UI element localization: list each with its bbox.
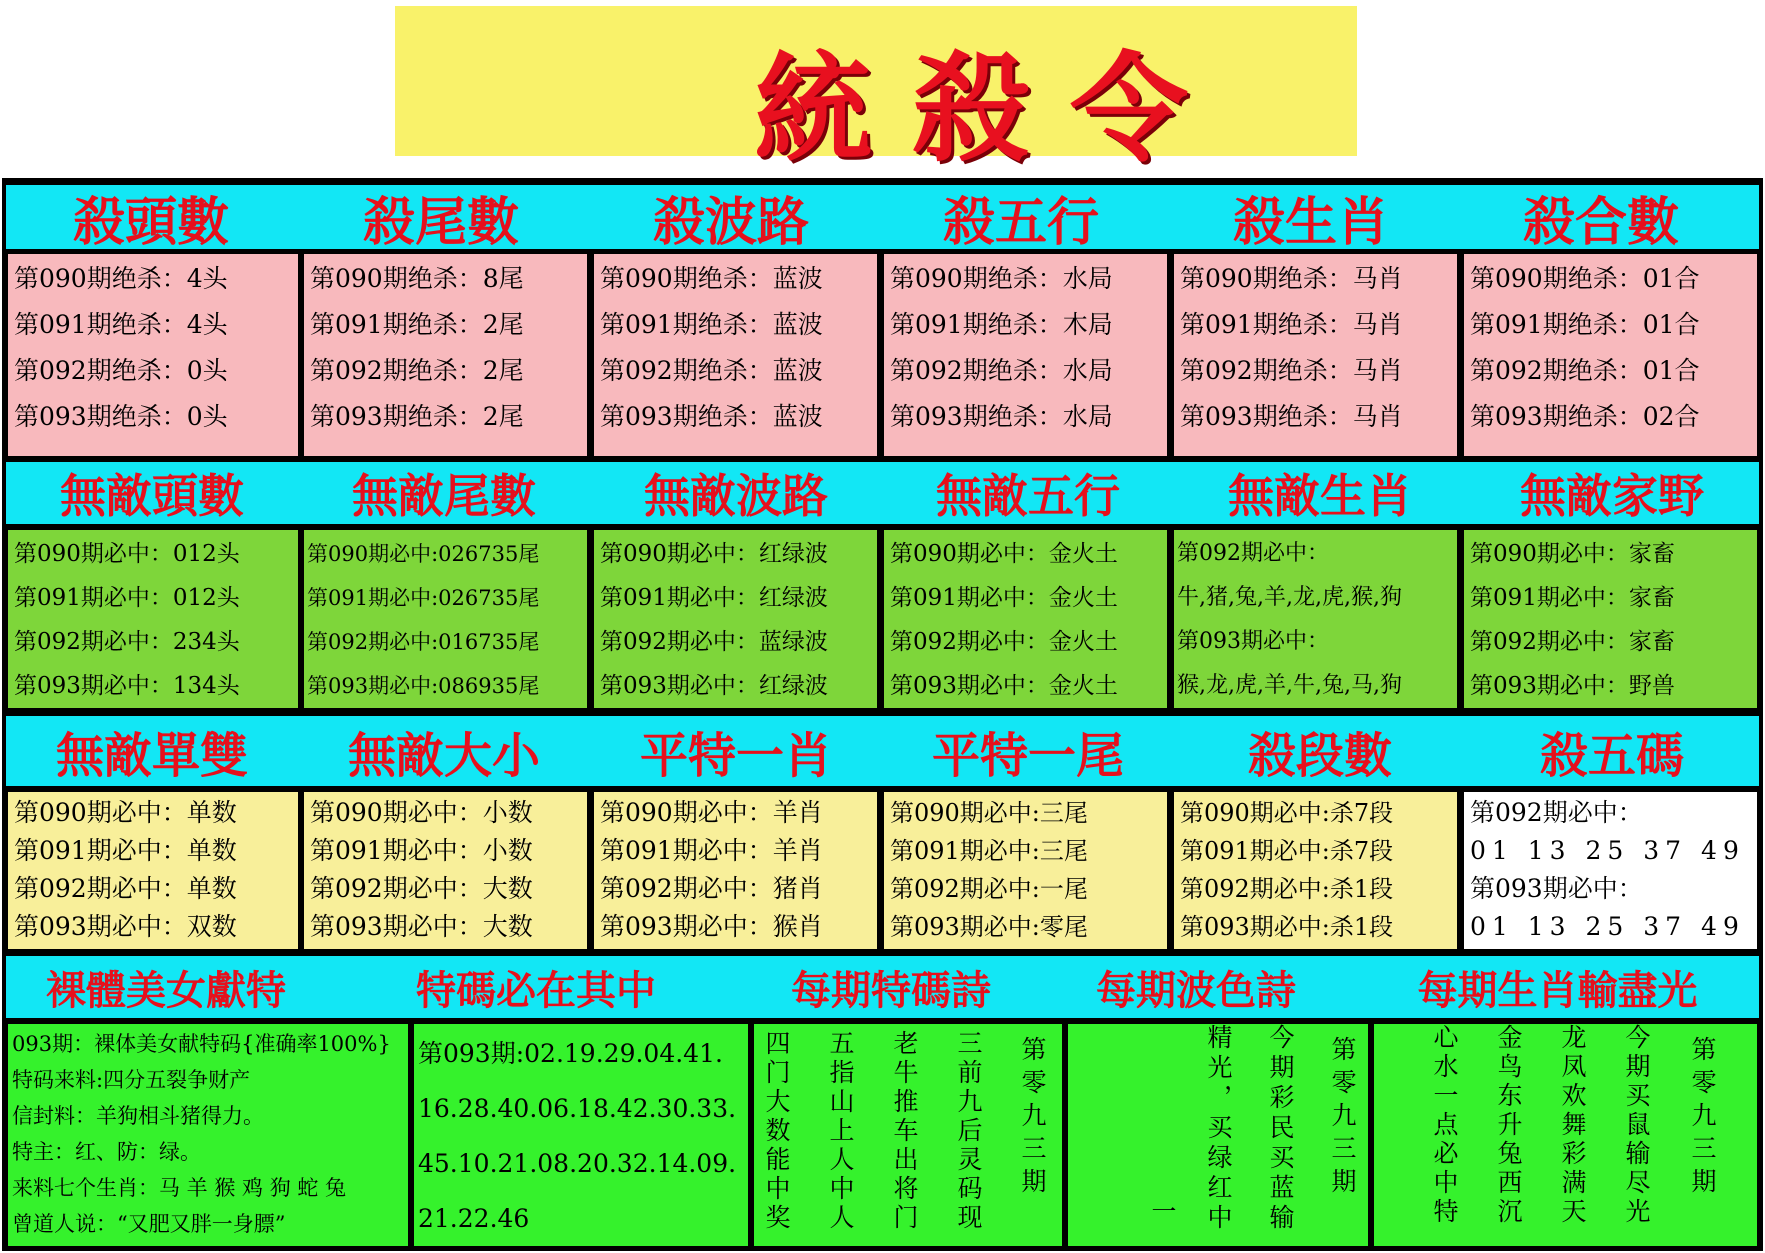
list-item: 第090期必中:三尾	[890, 799, 1088, 827]
win-element-cell	[884, 530, 1167, 708]
poem-line: 四门大数能中奖	[762, 1030, 791, 1233]
poem-line: 一	[1148, 1198, 1177, 1231]
list-item: 第090期绝杀：马肖	[1180, 264, 1403, 293]
list-item: 第093期必中:零尾	[890, 913, 1088, 941]
list-item: 第091期必中：小数	[310, 836, 533, 865]
list-item: 第092期绝杀：马肖	[1180, 356, 1403, 385]
list-item: 第092期绝杀：蓝波	[600, 356, 823, 385]
list-item: 第093期必中：金火土	[890, 673, 1118, 699]
kill-element-cell	[884, 254, 1167, 456]
list-item: 第093期必中：猴肖	[600, 912, 823, 941]
header-odd-even: 無敵單雙	[55, 727, 248, 784]
header-kill-wave: 殺波路	[652, 192, 809, 253]
list-item: 第090期必中:杀7段	[1180, 799, 1394, 827]
header-color-poem: 每期波色詩	[1096, 967, 1296, 1014]
header-beauty: 裸體美女獻特	[46, 967, 286, 1014]
list-item: 第092期必中：金火土	[890, 629, 1118, 655]
poem-line: 第零九三期	[1328, 1036, 1357, 1201]
poem-line: 三前九后灵码现	[954, 1030, 983, 1233]
list-item: 信封料：羊狗相斗猪得力。	[12, 1104, 264, 1128]
list-item: 093期：裸体美女献特码{准确率100%}	[12, 1032, 391, 1056]
poem-line: 心水一点必中特	[1430, 1024, 1459, 1227]
header-kill-five: 殺五碼	[1539, 727, 1684, 784]
page-title: 統殺令	[753, 40, 1228, 178]
list-item: 第091期必中：金火土	[890, 585, 1118, 611]
header-row-1	[6, 185, 1759, 253]
header-win-zodiac: 無敵生肖	[1228, 469, 1412, 523]
kill-zodiac-cell	[1174, 254, 1457, 456]
list-item: 第091期必中:杀7段	[1180, 837, 1394, 865]
list-item: 01 13 25 37 49	[1470, 912, 1745, 941]
header-kill-head: 殺頭數	[72, 192, 229, 253]
list-item: 第092期必中:杀1段	[1180, 875, 1394, 903]
list-item: 第090期必中：小数	[310, 798, 533, 827]
list-item: 第093期必中:086935尾	[307, 674, 540, 698]
list-item: 第093期绝杀：水局	[890, 402, 1113, 431]
list-item: 第091期必中：单数	[14, 836, 237, 865]
header-kill-zodiac: 殺生肖	[1232, 192, 1389, 253]
list-item: 第093期绝杀：2尾	[310, 402, 524, 431]
list-item: 第091期必中：012头	[14, 585, 240, 611]
list-item: 第092期必中：猪肖	[600, 874, 823, 903]
big-small-cell	[304, 792, 587, 949]
list-item: 第093期必中：134头	[14, 673, 240, 699]
header-row-3	[6, 716, 1759, 786]
header-win-wave: 無敵波路	[644, 469, 828, 523]
special-numbers-cell	[414, 1024, 748, 1246]
header-win-domestic: 無敵家野	[1520, 469, 1704, 523]
odd-even-cell	[8, 792, 298, 949]
header-win-tail: 無敵尾數	[352, 469, 536, 523]
list-item: 第092期必中:一尾	[890, 875, 1088, 903]
list-item: 第092期必中:016735尾	[307, 630, 540, 654]
list-item: 第091期必中:026735尾	[307, 586, 540, 610]
list-item: 第092期必中：	[1177, 541, 1329, 566]
win-tail-cell	[304, 530, 587, 708]
poem-line: 第零九三期	[1018, 1036, 1047, 1201]
list-item: 第092期必中：234头	[14, 629, 240, 655]
list-item: 猴,龙,虎,羊,牛,兔,马,狗	[1177, 673, 1402, 698]
list-item: 第090期绝杀：蓝波	[600, 264, 823, 293]
list-item: 21.22.46	[418, 1204, 530, 1233]
header-flat-tail: 平特一尾	[931, 727, 1124, 784]
list-item: 第090期绝杀：01合	[1470, 264, 1700, 293]
list-item: 第090期必中：羊肖	[600, 798, 823, 827]
list-item: 第090期绝杀：8尾	[310, 264, 524, 293]
list-item: 第090期必中：012头	[14, 541, 240, 567]
list-item: 第093期绝杀：02合	[1470, 402, 1700, 431]
header-number-poem: 每期特碼詩	[791, 967, 991, 1014]
list-item: 第093期必中:杀1段	[1180, 913, 1394, 941]
win-wave-cell	[594, 530, 877, 708]
header-kill-sum: 殺合數	[1522, 192, 1679, 253]
kill-head-cell	[8, 254, 298, 456]
list-item: 第090期绝杀：4头	[14, 264, 228, 293]
list-item: 第090期必中：家畜	[1470, 541, 1675, 567]
win-zodiac-cell	[1174, 530, 1457, 708]
list-item: 第091期绝杀：01合	[1470, 310, 1700, 339]
kill-segment-cell	[1174, 792, 1457, 949]
list-item: 第091期必中：家畜	[1470, 585, 1675, 611]
list-item: 特码来料:四分五裂争财产	[12, 1068, 251, 1092]
list-item: 第093期必中：	[1470, 874, 1643, 903]
list-item: 第093期必中：野兽	[1470, 673, 1675, 699]
list-item: 牛,猪,兔,羊,龙,虎,猴,狗	[1177, 585, 1402, 610]
list-item: 第092期绝杀：0头	[14, 356, 228, 385]
list-item: 第093期必中：	[1177, 629, 1329, 654]
list-item: 第091期必中:三尾	[890, 837, 1088, 865]
poem-line: 金鸟东升兔西沉	[1494, 1024, 1523, 1227]
list-item: 第091期绝杀：4头	[14, 310, 228, 339]
title-banner	[395, 6, 1357, 178]
list-item: 第091期绝杀：木局	[890, 310, 1113, 339]
header-big-small: 無敵大小	[347, 727, 540, 784]
list-item: 第092期必中：单数	[14, 874, 237, 903]
list-item: 第093期绝杀：0头	[14, 402, 228, 431]
list-item: 第093期:02.19.29.04.41.	[418, 1039, 723, 1068]
header-win-head: 無敵頭數	[60, 469, 244, 523]
header-kill-tail: 殺尾數	[362, 192, 519, 253]
list-item: 曾道人说：“又肥又胖一身膘”	[12, 1212, 286, 1236]
win-domestic-cell	[1464, 530, 1757, 708]
list-item: 第092期必中：大数	[310, 874, 533, 903]
header-row-2	[6, 462, 1759, 524]
list-item: 第093期必中：双数	[14, 912, 237, 941]
header-special-numbers: 特碼必在其中	[416, 967, 656, 1014]
flat-zodiac-cell	[594, 792, 877, 949]
list-item: 第093期必中：大数	[310, 912, 533, 941]
list-item: 第091期绝杀：马肖	[1180, 310, 1403, 339]
kill-wave-cell	[594, 254, 877, 456]
list-item: 01 13 25 37 49	[1470, 836, 1745, 865]
poem-line: 精光，买绿红中	[1204, 1024, 1233, 1234]
poem-line: 第零九三期	[1688, 1036, 1717, 1201]
header-kill-segment: 殺段數	[1247, 727, 1392, 784]
header-win-element: 無敵五行	[936, 469, 1120, 523]
list-item: 来料七个生肖：马 羊 猴 鸡 狗 蛇 兔	[12, 1176, 347, 1200]
poem-line: 今期买鼠输尽光	[1622, 1024, 1651, 1227]
poem-line: 龙凤欢舞彩满天	[1558, 1024, 1587, 1227]
kill-tail-cell	[304, 254, 587, 456]
kill-five-cell	[1464, 792, 1757, 949]
header-flat-zodiac: 平特一肖	[639, 727, 832, 784]
flat-tail-cell	[884, 792, 1167, 949]
list-item: 第093期绝杀：蓝波	[600, 402, 823, 431]
list-item: 第090期必中：单数	[14, 798, 237, 827]
header-row-4	[6, 956, 1759, 1018]
header-zodiac-poem: 每期生肖輸盡光	[1417, 967, 1698, 1014]
list-item: 第090期必中：金火土	[890, 541, 1118, 567]
win-head-cell	[8, 530, 298, 708]
poem-line: 今期彩民买蓝输	[1266, 1024, 1295, 1234]
list-item: 第090期必中：红绿波	[600, 541, 828, 567]
list-item: 第091期绝杀：蓝波	[600, 310, 823, 339]
kill-sum-cell	[1464, 254, 1757, 456]
list-item: 第091期绝杀：2尾	[310, 310, 524, 339]
poem-line: 老牛推车出将门	[890, 1030, 919, 1233]
list-item: 第093期必中：红绿波	[600, 673, 828, 699]
list-item: 45.10.21.08.20.32.14.09.	[418, 1149, 737, 1178]
list-item: 第091期必中：羊肖	[600, 836, 823, 865]
beauty-cell	[8, 1024, 408, 1246]
header-kill-element: 殺五行	[942, 192, 1099, 253]
list-item: 第091期必中：红绿波	[600, 585, 828, 611]
list-item: 第092期绝杀：水局	[890, 356, 1113, 385]
list-item: 第090期必中:026735尾	[307, 542, 540, 566]
list-item: 第093期绝杀：马肖	[1180, 402, 1403, 431]
list-item: 第092期绝杀：2尾	[310, 356, 524, 385]
list-item: 特主：红、防：绿。	[12, 1140, 201, 1164]
list-item: 第092期必中：	[1470, 798, 1643, 827]
list-item: 第092期必中：家畜	[1470, 629, 1675, 655]
list-item: 16.28.40.06.18.42.30.33.	[418, 1094, 737, 1123]
poem-line: 五指山上人中人	[826, 1030, 855, 1233]
list-item: 第092期必中：蓝绿波	[600, 629, 828, 655]
list-item: 第090期绝杀：水局	[890, 264, 1113, 293]
list-item: 第092期绝杀：01合	[1470, 356, 1700, 385]
